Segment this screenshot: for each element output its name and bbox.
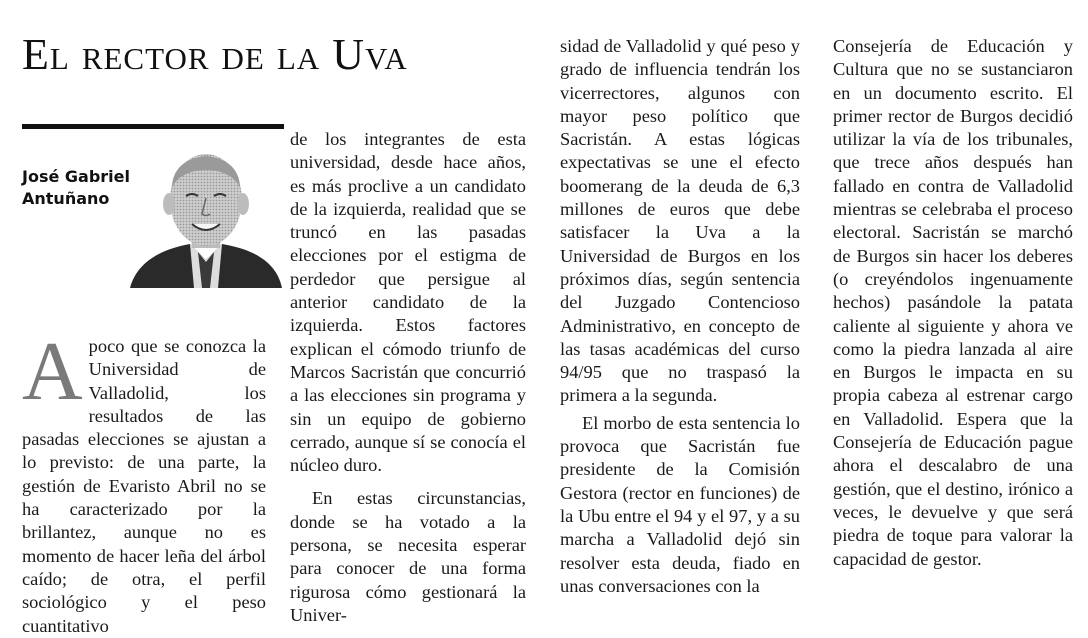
drop-cap: A	[22, 325, 83, 418]
article-column-2	[290, 128, 526, 627]
author-byline	[22, 166, 130, 210]
article-title: El rector de la Uva	[22, 30, 408, 79]
article-paragraph: El morbo de esta sentencia lo provoca que Sacristán fue presidente de la Comisión Gestora (rector en funciones) de la Ubu entre el 94 y el 97, y a su marcha a Valladolid dejó sin resolver esta deuda, fiado en unas conversaciones con la	[560, 412, 800, 596]
paragraph-text: poco que se conozca la Universidad de Valladolid, los resultados de las pasadas elecciones se ajustan a lo previsto: de una parte, la gestión de Evaristo Abril no se ha caracterizado por la brillantez, aunque no es momento de hacer leña del árbol caído; de otra, el perfil sociológico y el peso cuantitativo	[22, 336, 266, 636]
author-first-name: José Gabriel	[22, 167, 130, 186]
article-paragraph: de los integrantes de esta universidad, desde hace años, es más proclive a un candidato de la izquierda, realidad que se truncó en las pasadas elecciones por el estigma de perdedor que persigue al anterior candidato de la izquierda. Estos factores explican el cómodo triunfo de Marcos Sacristán que concurrió a las elecciones sin programa y sin un equipo de gobierno cerrado, aunque sí se conocía el núcleo duro.	[290, 129, 526, 476]
author-last-name: Antuñano	[22, 189, 110, 208]
title-rule	[22, 124, 284, 129]
article-column-3	[560, 35, 800, 598]
article-column-4	[833, 35, 1073, 571]
article-paragraph	[22, 325, 266, 638]
article-paragraph: Consejería de Educación y Cultura que no se sustanciaron en un documento escrito. El primer rector de Burgos decidió utilizar la vía de los tribunales, que trece años después han fallado en contra de Valladolid mientras se celebraba el proceso electoral. Sacristán se marchó de Burgos sin hacer los deberes (o creyéndolos ingenuamente hechos) pasándole la patata caliente al siguiente y ahora ve como la piedra lanzada al aire en Burgos le impacta en su propia cabeza al estrenar cargo en Valladolid. Espera que la Consejería de Educación pague ahora el descalabro de una gestión, que el destino, irónico a veces, le devuelve y que será piedra de toque para valorar la capacidad de gestor.	[833, 36, 1073, 569]
article-paragraph: sidad de Valladolid y qué peso y grado de influencia tendrán los vicerrectores, algunos con mayor peso político que Sacristán. A estas lógicas expectativas se une el efecto boomerang de la deuda de 6,3 millones de euros que debe satisfacer la Uva a la Universidad de Burgos en los próximos días, según sentencia del Juzgado Contencioso Administrativo, en concepto de las tasas académicas del curso 94/95 que no traspasó la primera a la segunda.	[560, 36, 800, 406]
article-paragraph: En estas circunstancias, donde se ha votado a la persona, se necesita esperar para conocer de una forma rigurosa cómo gestionará la Univer-	[290, 488, 526, 625]
article-column-1	[22, 325, 266, 638]
author-photo	[128, 148, 284, 288]
